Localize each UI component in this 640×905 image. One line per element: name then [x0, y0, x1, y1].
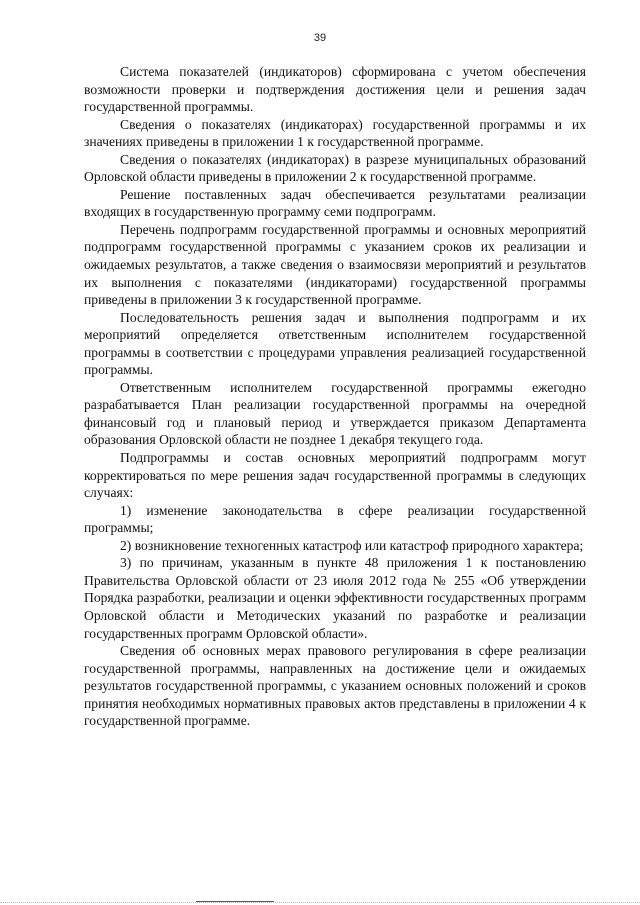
- list-item-catastrophes: 2) возникновение техногенных катастроф или катастроф природного характера;: [120, 537, 584, 553]
- scan-edge-mark: [196, 901, 274, 902]
- list-item-legislation-change: 1) изменение законодательства в сфере реализации государственной программы;: [84, 502, 586, 536]
- document-body: [84, 63, 586, 730]
- paragraph-adjustment-cases: Подпрограммы и состав основных мероприятий подпрограмм могут корректироваться по мере решения задач государственной программы в следующих случаях:: [84, 450, 586, 501]
- paragraph-indicators-appendix-1: Сведения о показателях (индикаторах) государственной программы и их значениях приведены в приложении 1 к государственной программе.: [84, 116, 586, 150]
- paragraph-tasks-solution: Решение поставленных задач обеспечивается результатами реализации входящих в государственную программу семи подпрограмм.: [84, 186, 586, 220]
- scan-edge-line: [0, 902, 640, 904]
- paragraph-sequence: Последовательность решения задач и выполнения подпрограмм и их мероприятий определяется ответственным исполнителем государственной программы в соответствии с процедурами управления реализацией государственной программы.: [84, 309, 586, 378]
- paragraph-legal-regulation: Сведения об основных мерах правового регулирования в сфере реализации государственной программы, направленных на достижение цели и ожидаемых результатов государственной программы, с указанием основных положений и сроков принятия необходимых нормативных правовых актов представлены в приложении 4 к государственной программе.: [84, 643, 586, 729]
- paragraph-indicators-system: Система показателей (индикаторов) сформирована с учетом обеспечения возможности проверки и подтверждения достижения цели и решения задач государственной программы.: [84, 64, 586, 115]
- paragraph-implementation-plan: Ответственным исполнителем государственной программы ежегодно разрабатывается План реализации государственной программы на очередной финансовый год и плановый период и утверждается приказом Департамента образования Орловской области не позднее 1 декабря текущего года.: [84, 379, 586, 448]
- paragraph-subprograms-list: Перечень подпрограмм государственной программы и основных мероприятий подпрограмм государственной программы с указанием сроков их реализации и ожидаемых результатов, а также сведения о взаимосвязи мероприятий и результатов их выполнения с показателями (индикаторами) государственной программы приведены в приложении 3 к государственной программе.: [84, 221, 586, 308]
- page-number: 39: [313, 32, 327, 44]
- paragraph-indicators-municipal: Сведения о показателях (индикаторах) в разрезе муниципальных образований Орловской области приведены в приложении 2 к государственной программе.: [84, 151, 586, 185]
- list-item-other-reasons: 3) по причинам, указанным в пункте 48 приложения 1 к постановлению Правительства Орловской области от 23 июля 2012 года № 255 «Об утверждении Порядка разработки, реализации и оценки эффективности государственных программ Орловской области и Методических указаний по разработке и реализации государственных программ Орловской области».: [84, 555, 586, 641]
